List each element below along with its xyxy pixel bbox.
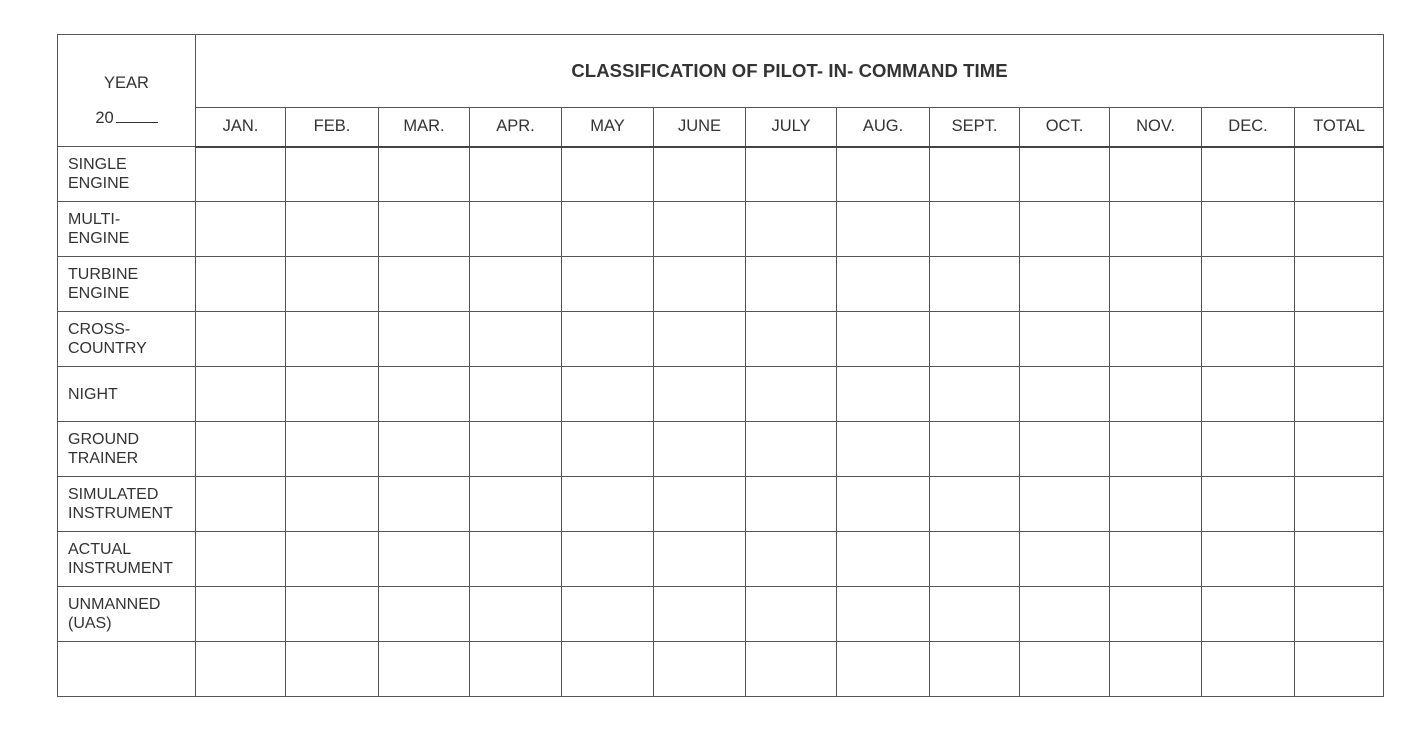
entry-cell[interactable] xyxy=(654,642,746,697)
entry-cell[interactable] xyxy=(470,587,562,642)
entry-cell[interactable] xyxy=(379,367,470,422)
entry-cell[interactable] xyxy=(837,257,930,312)
entry-cell[interactable] xyxy=(930,587,1020,642)
entry-cell[interactable] xyxy=(930,257,1020,312)
entry-cell[interactable] xyxy=(746,367,837,422)
entry-cell[interactable] xyxy=(562,312,654,367)
entry-cell[interactable] xyxy=(1202,422,1295,477)
entry-cell[interactable] xyxy=(470,312,562,367)
entry-cell[interactable] xyxy=(286,367,379,422)
entry-cell[interactable] xyxy=(1202,367,1295,422)
entry-cell[interactable] xyxy=(930,312,1020,367)
column-header: MAY xyxy=(562,108,654,147)
entry-cell[interactable] xyxy=(379,532,470,587)
entry-cell[interactable] xyxy=(196,202,286,257)
entry-cell[interactable] xyxy=(196,532,286,587)
year-header xyxy=(58,35,196,147)
entry-cell[interactable] xyxy=(196,367,286,422)
entry-cell[interactable] xyxy=(1295,202,1384,257)
entry-cell[interactable] xyxy=(1202,587,1295,642)
entry-cell[interactable] xyxy=(1202,312,1295,367)
title-row xyxy=(58,35,1384,108)
entry-cell[interactable] xyxy=(746,312,837,367)
year-blank-line[interactable] xyxy=(116,122,158,123)
entry-cell[interactable] xyxy=(470,477,562,532)
entry-cell[interactable] xyxy=(1020,202,1110,257)
row-label: SIMULATED INSTRUMENT xyxy=(58,477,196,532)
row-label: MULTI- ENGINE xyxy=(58,202,196,257)
entry-cell[interactable] xyxy=(1295,422,1384,477)
table-row xyxy=(58,477,1384,532)
entry-cell[interactable] xyxy=(1295,147,1384,202)
entry-cell[interactable] xyxy=(286,587,379,642)
entry-cell[interactable] xyxy=(930,202,1020,257)
entry-cell[interactable] xyxy=(286,147,379,202)
entry-cell[interactable] xyxy=(930,642,1020,697)
entry-cell[interactable] xyxy=(930,477,1020,532)
entry-cell[interactable] xyxy=(746,587,837,642)
row-label: TURBINE ENGINE xyxy=(58,257,196,312)
entry-cell[interactable] xyxy=(1295,532,1384,587)
column-header: FEB. xyxy=(286,108,379,147)
entry-cell[interactable] xyxy=(1295,312,1384,367)
column-header: DEC. xyxy=(1202,108,1295,147)
entry-cell[interactable] xyxy=(562,147,654,202)
entry-cell[interactable] xyxy=(837,422,930,477)
entry-cell[interactable] xyxy=(1110,587,1202,642)
entry-cell[interactable] xyxy=(562,587,654,642)
entry-cell[interactable] xyxy=(1020,532,1110,587)
entry-cell[interactable] xyxy=(286,312,379,367)
entry-cell[interactable] xyxy=(286,202,379,257)
entry-cell[interactable] xyxy=(379,257,470,312)
log-body xyxy=(58,147,1384,697)
entry-cell[interactable] xyxy=(1110,642,1202,697)
entry-cell[interactable] xyxy=(837,147,930,202)
entry-cell[interactable] xyxy=(1202,257,1295,312)
entry-cell[interactable] xyxy=(1202,477,1295,532)
entry-cell[interactable] xyxy=(470,147,562,202)
entry-cell[interactable] xyxy=(746,642,837,697)
entry-cell[interactable] xyxy=(562,532,654,587)
entry-cell[interactable] xyxy=(1110,422,1202,477)
entry-cell[interactable] xyxy=(746,532,837,587)
entry-cell[interactable] xyxy=(930,532,1020,587)
entry-cell[interactable] xyxy=(1202,147,1295,202)
column-header: MAR. xyxy=(379,108,470,147)
entry-cell[interactable] xyxy=(746,422,837,477)
table-row xyxy=(58,257,1384,312)
entry-cell[interactable] xyxy=(930,422,1020,477)
entry-cell[interactable] xyxy=(1020,642,1110,697)
entry-cell[interactable] xyxy=(837,202,930,257)
entry-cell[interactable] xyxy=(470,532,562,587)
entry-cell[interactable] xyxy=(654,477,746,532)
row-label: NIGHT xyxy=(58,367,196,422)
table-row xyxy=(58,422,1384,477)
entry-cell[interactable] xyxy=(286,532,379,587)
entry-cell[interactable] xyxy=(470,642,562,697)
entry-cell[interactable] xyxy=(930,147,1020,202)
row-label xyxy=(58,642,196,697)
entry-cell[interactable] xyxy=(470,367,562,422)
entry-cell[interactable] xyxy=(837,532,930,587)
entry-cell[interactable] xyxy=(196,312,286,367)
entry-cell[interactable] xyxy=(379,477,470,532)
row-label: GROUND TRAINER xyxy=(58,422,196,477)
entry-cell[interactable] xyxy=(196,147,286,202)
entry-cell[interactable] xyxy=(562,202,654,257)
entry-cell[interactable] xyxy=(1202,532,1295,587)
entry-cell[interactable] xyxy=(654,422,746,477)
entry-cell[interactable] xyxy=(654,367,746,422)
entry-cell[interactable] xyxy=(1110,312,1202,367)
entry-cell[interactable] xyxy=(470,202,562,257)
entry-cell[interactable] xyxy=(379,587,470,642)
entry-cell[interactable] xyxy=(837,312,930,367)
entry-cell[interactable] xyxy=(654,202,746,257)
table-row xyxy=(58,312,1384,367)
column-header: JULY xyxy=(746,108,837,147)
month-header-row xyxy=(58,108,1384,147)
entry-cell[interactable] xyxy=(1020,257,1110,312)
entry-cell[interactable] xyxy=(1202,202,1295,257)
table-row xyxy=(58,202,1384,257)
row-label: SINGLE ENGINE xyxy=(58,147,196,202)
pilot-time-log-table xyxy=(57,34,1384,697)
entry-cell[interactable] xyxy=(654,587,746,642)
table-row xyxy=(58,587,1384,642)
entry-cell[interactable] xyxy=(1295,642,1384,697)
entry-cell[interactable] xyxy=(562,477,654,532)
entry-cell[interactable] xyxy=(196,587,286,642)
column-header: TOTAL xyxy=(1295,108,1384,147)
entry-cell[interactable] xyxy=(1110,257,1202,312)
column-header: APR. xyxy=(470,108,562,147)
column-header: SEPT. xyxy=(930,108,1020,147)
year-prefix: 20 xyxy=(95,109,114,127)
entry-cell[interactable] xyxy=(1020,587,1110,642)
entry-cell[interactable] xyxy=(1110,477,1202,532)
entry-cell[interactable] xyxy=(286,477,379,532)
entry-cell[interactable] xyxy=(654,312,746,367)
entry-cell[interactable] xyxy=(837,477,930,532)
entry-cell[interactable] xyxy=(654,147,746,202)
entry-cell[interactable] xyxy=(196,422,286,477)
entry-cell[interactable] xyxy=(1020,422,1110,477)
row-label: CROSS- COUNTRY xyxy=(58,312,196,367)
entry-cell[interactable] xyxy=(379,422,470,477)
entry-cell[interactable] xyxy=(1020,367,1110,422)
entry-cell[interactable] xyxy=(562,642,654,697)
entry-cell[interactable] xyxy=(379,312,470,367)
entry-cell[interactable] xyxy=(1110,147,1202,202)
entry-cell[interactable] xyxy=(746,147,837,202)
column-header: OCT. xyxy=(1020,108,1110,147)
entry-cell[interactable] xyxy=(1295,587,1384,642)
entry-cell[interactable] xyxy=(1110,202,1202,257)
entry-cell[interactable] xyxy=(1020,477,1110,532)
entry-cell[interactable] xyxy=(379,202,470,257)
row-label: ACTUAL INSTRUMENT xyxy=(58,532,196,587)
table-row xyxy=(58,642,1384,697)
form-title: CLASSIFICATION OF PILOT- IN- COMMAND TIME xyxy=(196,35,1384,108)
entry-cell[interactable] xyxy=(562,257,654,312)
entry-cell[interactable] xyxy=(562,367,654,422)
entry-cell[interactable] xyxy=(837,367,930,422)
entry-cell[interactable] xyxy=(837,587,930,642)
year-label: YEAR xyxy=(104,74,149,92)
entry-cell[interactable] xyxy=(196,477,286,532)
year-field[interactable] xyxy=(58,109,195,128)
entry-cell[interactable] xyxy=(1110,367,1202,422)
entry-cell[interactable] xyxy=(746,477,837,532)
entry-cell[interactable] xyxy=(562,422,654,477)
entry-cell[interactable] xyxy=(196,257,286,312)
entry-cell[interactable] xyxy=(286,422,379,477)
entry-cell[interactable] xyxy=(1110,532,1202,587)
entry-cell[interactable] xyxy=(746,257,837,312)
table-row xyxy=(58,532,1384,587)
entry-cell[interactable] xyxy=(1295,477,1384,532)
entry-cell[interactable] xyxy=(286,642,379,697)
entry-cell[interactable] xyxy=(1020,147,1110,202)
table-row xyxy=(58,147,1384,202)
entry-cell[interactable] xyxy=(930,367,1020,422)
table-row xyxy=(58,367,1384,422)
column-header: JAN. xyxy=(196,108,286,147)
entry-cell[interactable] xyxy=(379,147,470,202)
entry-cell[interactable] xyxy=(379,642,470,697)
entry-cell[interactable] xyxy=(1295,367,1384,422)
entry-cell[interactable] xyxy=(470,257,562,312)
entry-cell[interactable] xyxy=(654,532,746,587)
entry-cell[interactable] xyxy=(1202,642,1295,697)
row-label: UNMANNED (UAS) xyxy=(58,587,196,642)
entry-cell[interactable] xyxy=(196,642,286,697)
entry-cell[interactable] xyxy=(654,257,746,312)
entry-cell[interactable] xyxy=(746,202,837,257)
column-header: NOV. xyxy=(1110,108,1202,147)
entry-cell[interactable] xyxy=(1295,257,1384,312)
entry-cell[interactable] xyxy=(470,422,562,477)
entry-cell[interactable] xyxy=(1020,312,1110,367)
column-header: JUNE xyxy=(654,108,746,147)
entry-cell[interactable] xyxy=(286,257,379,312)
column-header: AUG. xyxy=(837,108,930,147)
entry-cell[interactable] xyxy=(837,642,930,697)
